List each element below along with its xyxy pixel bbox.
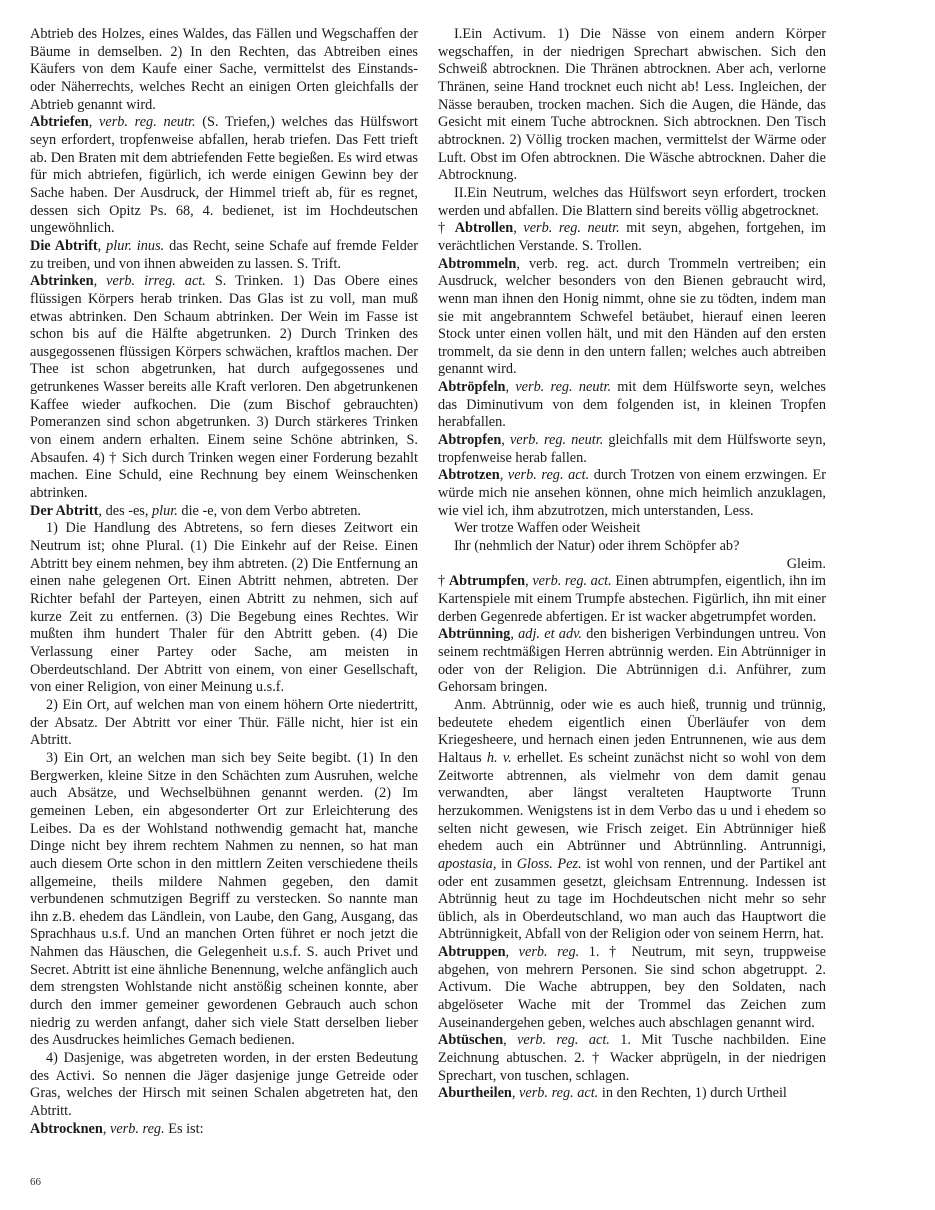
definition: mit seyn, abgehen, fortgehen, im verächtlichen Verstande. S. Trollen. [438,220,826,254]
headword: Abtruppen [438,944,506,961]
entry-abtrocknen-activum: I.Ein Activum. 1) Die Nässe von einem andern Körper wegschaffen, in der niedrigen Sprechart abwischen. Sich den Schweiß abtrocknen. Die Thränen abtrocknen. Aber ach, verlorne Thränen, seine Hand trocknet euch nicht ab! Less. Ingleichen, der Nässe berauben, trocken machen. Sich die Augen, die Hände, das Gesicht mit einem Tuche abtrocknen. Sich abtrocknen. Den Tisch abtrocknen. 2) Völlig trocken machen, vermittelst der Wärme oder Luft. Obst im Ofen abtrocknen. Die Wäsche abtrocknen. Daher die Abtrocknung. [438,26,826,184]
page-number: 66 [30,1176,41,1188]
headword: Abtrollen [454,220,514,237]
headword: Die Abtrift [30,237,98,254]
note-italic: apostasia, [438,855,497,872]
grammar-label: verb. reg. neutr. [509,432,604,449]
grammar-label: verb. reg. [518,944,580,961]
headword: Abtriefen [30,114,89,131]
headword: Abtrotzen [438,467,500,484]
right-column [438,26,826,1103]
definition: S. Trinken. 1) Das Obere eines flüssigen Körpers herab trinken. Das Glas ist zu voll, man muß etwas abtrinken. Den Schaum abtrinken. Der Wein im Fasse ist schon bis auf die Hälfte abgetrunken. 2) Durch Trinken des ausgegossenen flüssigen Körpers schwächen, kraftlos machen. Der Thee ist schon abgetrunken, hat durch aufgegossenes und getrunkenes Wasser bereits alle Kraft verloren. Den abgetrunkenen Kaffee wieder aufkochen. Die (zum Bischof gebrauchten) Pomeranzen sind schon abgetrunken. 3) Durch stärkeres Trinken von einem andern erhalten. Einem seine Schöne abtrinken, S. Absaufen. 4) † Sich durch Trinken wegen einer Forderung bezahlt machen. Eine Schuld, eine Rechnung bey einem Weinschenken abtrinken. [30,273,418,502]
left-column [30,26,418,1138]
dagger-mark: † [438,573,449,590]
grammar-label: plur. [152,502,178,519]
definition: Es ist: [164,1120,204,1137]
entry-abtritt-sense-4: 4) Dasjenige, was abgetreten worden, in der ersten Bedeutung des Activi. So nennen die Jäger dasjenige junge Getreide oder Gras, welches der Hirsch mit seinen Schalen abgetreten hat, den Abtritt. [30,1050,418,1120]
entry-abtuschen: Abtüschen, verb. reg. act. 1. Mit Tusche nachbilden. Eine Zeichnung abtuschen. 2. † Wacker abprügeln, in der niedrigen Sprechart, von tuschen, schlagen. [438,1032,826,1084]
headword: Abtröpfeln [438,379,506,396]
grammar-label: verb. reg. act. [532,573,612,590]
quote-line: Ihr (nehmlich der Natur) oder ihrem Schöpfer ab? [454,538,740,555]
entry-abtrocknen-neutrum: II.Ein Neutrum, welches das Hülfswort seyn erfordert, trocken werden und abfallen. Die Blattern sind bereits völlig abgetrocknet. [438,184,826,219]
headword: Abtrumpfen [448,573,526,590]
grammar-label: verb. reg. act. [517,1032,610,1049]
definition: 1. Mit Tusche nachbilden. Eine Zeichnung abtuschen. 2. † Wacker abprügeln, in der niedrigen Sprechart, von tuschen, schlagen. [438,1032,826,1084]
entry-abtrotzen: Abtrotzen, verb. reg. act. durch Trotzen von einem erzwingen. Er würde mich nie ansehen können, ohne mich heimlich anzuklagen, wie viel ich, ihm abzutrotzen, mich unterstanden, Less. [438,467,826,519]
entry-abtriefen: Abtriefen, verb. reg. neutr. (S. Triefen,) welches das Hülfswort seyn erfordert, tropfenweise abfallen, herab triefen. Das Fett trieft ab. Den Braten mit dem abtriefenden Fette begießen. Es wird etwas für mich abtriefen, figürlich, ich werde einigen Gewinn bey der Sache haben. Der Ausdruck, der Himmel trieft ab, für es regnet, dessen sich Opitz Ps. 68, 4. bedienet, ist im Hochdeutschen ungewöhnlich. [30,114,418,237]
entry-abtrocknen: Abtrocknen, verb. reg. Es ist: [30,1120,204,1137]
definition: (S. Triefen,) welches das Hülfswort seyn erfordert, tropfenweise abfallen, herab triefen. Das Fett trieft ab. Den Braten mit dem abtriefenden Fette begießen. Es wird etwas für mich abtriefen, figürlich, ich werde einigen Gewinn bey der Sache haben. Der Ausdruck, der Himmel trieft ab, für es regnet, dessen sich Opitz Ps. 68, 4. bedienet, ist im Hochdeutschen ungewöhnlich. [30,114,418,237]
headword: Aburtheilen [438,1085,512,1102]
definition: durch Trotzen von einem erzwingen. Er würde mich nie ansehen können, ohne mich heimlich anzuklagen, wie viel ich, ihm abzutrotzen, mich unterstanden, Less. [438,467,826,519]
note-italic: Gloss. Pez. [516,855,582,872]
entry-aburtheilen: Aburtheilen, verb. reg. act. in den Rechten, 1) durch Urtheil [438,1085,787,1102]
grammar-label: plur. inus. [106,237,165,254]
headword: Abtrommeln [438,255,517,272]
note-italic: h. v. [486,749,512,766]
definition: 1. † Neutrum, mit seyn, truppweise abgehen, von mehrern Personen. Sie sind schon abgetruppt. 2. Activum. Die Wache abtruppen, bey den Soldaten, nach abgelöseter Wache mit der Trommel das Zeichen zum Auseinandergehen geben, welches auch abschlagen genannt wird. [438,944,826,1031]
definition: den bisherigen Verbindungen untreu. Von seinem rechtmäßigen Herren abtrünnig werden. Ein Abtrünniger in oder von der Religion. Die Abtrünnigen d.i. Anführer, zum Gehorsam bringen. [438,626,826,696]
headword: Abtrocknen [30,1120,103,1137]
definition: , des -es, [98,502,153,519]
headword: Abtropfen [438,432,502,449]
entry-abtrommeln [438,256,826,380]
entry-abtrinken: Abtrinken, verb. irreg. act. S. Trinken. 1) Das Obere eines flüssigen Körpers herab trinken. Das Glas ist zu voll, man muß etwas abtrinken. Den Schaum abtrinken. Der Wein im Fasse ist schon bis auf die Hälfte abgetrunken. 2) Durch Trinken des ausgegossenen flüssigen Körpers schwächen, kraftlos machen. Der Thee ist schon abgetrunken, hat durch aufgegossenes und getrunkenes Wasser bereits alle Kraft verloren. Den abgetrunkenen Kaffee wieder aufkochen. Die (zum Bischof gebrauchten) Pomeranzen sind schon abgetrunken. 3) Durch stärkeres Trinken von einem andern erhalten. Einem seine Schöne abtrinken, S. Absaufen. 4) † Sich durch Trinken wegen einer Forderung bezahlt machen. Eine Schuld, eine Rechnung bey einem Weinschenken abtrinken. [30,273,418,502]
entry-abtrunnig-note [438,697,826,944]
definition: gleichfalls mit dem Hülfsworte seyn, tropfenweise herab fallen. [438,432,826,466]
grammar-label: verb. reg. neutr. [99,114,196,131]
entry-abtruppen: Abtruppen, verb. reg. 1. † Neutrum, mit seyn, truppweise abgehen, von mehrern Personen. Sie sind schon abgetruppt. 2. Activum. Die Wache abtruppen, bey den Soldaten, nach abgelöseter Wache mit der Trommel das Zeichen zum Auseinandergehen geben, welches auch abschlagen genannt wird. [438,944,826,1031]
headword: Abtrinken [30,273,94,290]
definition: mit dem Hülfsworte seyn, welches das Diminutivum von dem folgenden ist, in kleinen Tropfen herabfallen. [438,379,826,431]
dagger-mark: † [438,220,455,237]
grammar-label: verb. reg. act. [519,1085,599,1102]
grammar-label: verb. reg. neutr. [515,379,612,396]
grammar-label: verb. reg. act. [507,467,590,484]
grammar-label: adj. et adv. [518,626,582,643]
headword: Abtrünning [438,626,511,643]
entry-abtrieb-continued: Abtrieb des Holzes, eines Waldes, das Fällen und Wegschaffen der Bäume in demselben. 2) In den Rechten, das Abtreiben eines Käufers von dem Kaufe einer Sache, vermittelst des Einstands- oder Näherrechts, welches Recht an einigen Orten gleichfalls der Abtrieb genannt wird. [30,26,418,113]
entry-abtritt-sense-2: 2) Ein Ort, auf welchen man von einem höhern Orte niedertritt, der Absatz. Der Abtritt vor einer Thür. Fälle nicht, hier ist ein Abtritt. [30,696,418,749]
entry-abtropfen: Abtropfen, verb. reg. neutr. gleichfalls mit dem Hülfsworte seyn, tropfenweise herab fallen. [438,432,826,466]
grammar-label: verb. reg. [109,1120,165,1137]
quote-attribution: Gleim. [786,555,826,572]
entry-abtrollen: † Abtrollen, verb. reg. neutr. mit seyn, abgehen, fortgehen, im verächtlichen Verstande. S. Trollen. [438,220,826,254]
entry-abtrift: Die Abtrift, plur. inus. das Recht, seine Schafe auf fremde Felder zu treiben, und von ihnen abweiden zu lassen. S. Trift. [30,237,418,272]
definition: das Recht, seine Schafe auf fremde Felder zu treiben, und von ihnen abweiden zu lassen. S. Trift. [30,237,418,272]
definition: die -e, von dem Verbo abtreten. [177,502,362,519]
note-text: in [496,855,517,872]
definition: in den Rechten, 1) durch Urtheil [598,1085,787,1102]
grammar-label: verb. irreg. act. [106,273,206,290]
definition: Einen abtrumpfen, eigentlich, ihn im Kartenspiele mit einem Trumpfe abstechen. Figürlich, ihn mit einer derben Gegenrede abfertigen. Er ist wacker abgetrumpfet worden. [438,573,826,625]
entry-abtropfeln: Abtröpfeln, verb. reg. neutr. mit dem Hülfsworte seyn, welches das Diminutivum von dem folgenden ist, in kleinen Tropfen herabfallen. [438,379,826,431]
note-text: ist wohl von rennen, und der Partikel ant oder ent zusammen gesetzt, gleichsam Entrennung. Indessen ist Abtrünnig heut zu tage im Hochdeutschen nicht mehr so sehr üblich, als in Oberdeutschland, wo man auch das Hauptwort die Abtrünnigkeit, Abfall von der Religion oder von seinem Herrn, hat. [438,855,826,943]
entry-abtritt [30,503,418,521]
grammar-label: verb. reg. neutr. [523,220,620,237]
entry-abtrumpfen: † Abtrumpfen, verb. reg. act. Einen abtrumpfen, eigentlich, ihn im Kartenspiele mit einem Trumpfe abstechen. Figürlich, ihn mit einer derben Gegenrede abfertigen. Er ist wacker abgetrumpfet worden. [438,573,826,625]
note-text: erhellet. Es scheint zunächst nicht so wohl von dem Zeitworte abtrennen, als vielmehr von dem damit genau verwandten, aber längst veralteten Hauptworte Trunn herzukommen. Wenigstens ist in dem Verbo das u und i ehedem so selten nicht gewesen, wie Frisch zeiget. Ein Abtrünniger hieß ehedem auch ein Abtrünner und Abtrünnling. Antrunnigi, [438,749,826,855]
entry-abtritt-sense-1: 1) Die Handlung des Abtretens, so fern dieses Zeitwort ein Neutrum ist; ohne Plural. (1) Die Einkehr auf der Reise. Einen Abtritt bey einem nehmen, bey ihm abtreten. (2) Die Entfernung an einen nahe gelegenen Ort. Einen Abtritt nehmen, abtreten. Der Richter befahl der Parteyen, einen Abtritt zu nehmen, sich auf kurze Zeit zu entfernen. (3) Die Begebung eines Rechtes. Wir mußten ihm hundert Thaler für den Abtritt geben. (4) Die Verlassung einer Partey oder Sache, am meisten in Oberdeutschland. Der Abtritt von einem, von einer Gesellschaft, von einer Religion, von einer Meinung u.s.f. [30,520,418,696]
headword: Der Abtritt [30,502,99,519]
headword: Abtüschen [438,1032,504,1049]
definition: , verb. reg. act. durch Trommeln vertreiben; ein Ausdruck, welcher besonders von den Bienen gebraucht wird, wenn man ihnen den Honig nimmt, ohne sie zu tödten, indem man sie mit angebranntem Schwefel betäubet, hierauf einen leeren Stock unter einen vollen hält, und mit den Händen auf den ersten trommelt, da sie denn in den untern fallen; welches auch abtreiben genannt wird. [438,255,826,378]
entry-abtrunnig: Abtrünning, adj. et adv. den bisherigen Verbindungen untreu. Von seinem rechtmäßigen Herren abtrünnig werden. Ein Abtrünniger in oder von der Religion. Die Abtrünnigen d.i. Anführer, zum Gehorsam bringen. [438,626,826,696]
quote-line: Wer trotze Waffen oder Weisheit [454,520,641,537]
note-text: Anm. Abtrünnig, oder wie es auch hieß, trunnig und trünnig, bedeutete ehedem eigentlich einen Überläufer von dem Kriegesheere, und hernach einen jeden Entrunnenen, wie aus dem Haltaus [438,696,826,766]
entry-abtritt-sense-3: 3) Ein Ort, an welchen man sich bey Seite begibt. (1) In den Bergwerken, kleine Sitze in den Schächten zum Ausruhen, welche auch Absätze, und Wechselbühnen genannt werden. (2) Im gemeinen Leben, ein abgesonderter Ort zur Erleichterung des Leibes. Da es der Wohlstand nothwendig gemacht hat, manche Dinge nicht bey ihrem rechtem Nahmen zu nennen, so hat man auch diesem Orte schon in den mittlern Zeiten verschiedene theils allgemeine, theils mildere Nahmen gegeben, den damit verbundenen schmutzigen Begriff zu verstecken. So nannte man ihn z.B. ehedem das Ländlein, von Laube, den Gang, Ausgang, das Sprachhaus u.s.f. Und an manchen Orten führet er noch jetzt die Nahmen das Häuschen, die Gelegenheit u.s.f. S. auch Privet und Secret. Abtritt ist eine ähnliche Benennung, welche anfänglich auch dem strengsten Wohlstande nicht anstößig scheinen konnte, aber durch den immer gemeiner gewordenen Gebrauch auch schon niedrig zu werden anfangt, daher sich viele Statt derselben lieber des Ausdruckes heimliches Gemach bedienen. [30,749,418,1049]
